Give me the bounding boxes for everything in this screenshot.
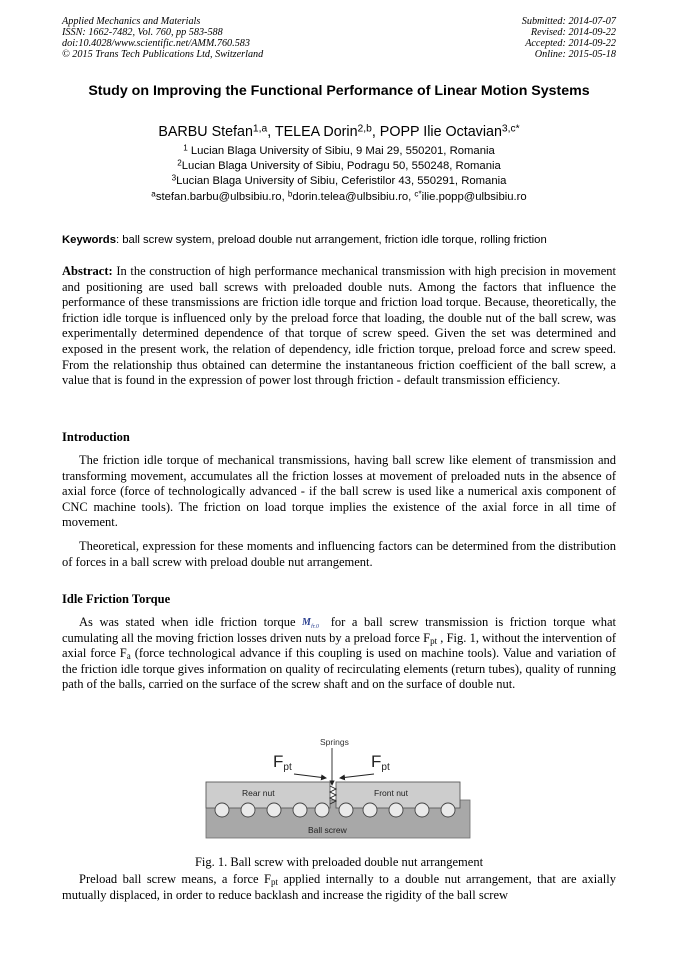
affiliation — [60, 144, 618, 158]
journal-name: Applied Mechanics and Materials — [62, 16, 201, 27]
text-run: for a ball screw transmission is friction torque what cumulating all the moving friction losses driven nuts by a preload force F — [62, 615, 616, 645]
author-marker: 2,b — [357, 123, 372, 135]
keywords-text: : ball screw system, preload double nut arrangement, friction idle torque, rolling friction — [116, 234, 547, 246]
svg-text:M: M — [302, 617, 312, 628]
idle-friction-paragraph — [62, 615, 616, 693]
journal-doi: doi:10.4028/www.scientific.net/AMM.760.583 — [62, 38, 250, 49]
date-online: Online: 2015-05-18 — [534, 49, 616, 60]
springs-label: Springs — [320, 738, 349, 747]
publication-dates — [522, 16, 616, 60]
author-list: BARBU Stefan$^{1,a}$, TELEA Dorin$^{2,b}$, POPP Ilie Octavian$^{3,c*}$ — [158, 123, 520, 140]
text-run: (force technological advance if this coupling is used on machine tools). Value and variation of the friction idle torque gives information on quality of recirculating elements (return tubes), quality of running path of the balls, carried on the surface of the screw shaft and on the surface of double nut. — [62, 646, 616, 692]
ball-screw-label: Ball screw — [308, 825, 347, 835]
email-text[interactable]: ilie.popp@ulbsibiu.ro — [421, 191, 527, 203]
friction-torque-symbol — [302, 616, 324, 628]
intro-paragraph-2: Theoretical, expression for these moments and influencing factors can be determined from the distribution of forces in a ball screw with preload double nut arrangement. — [62, 539, 616, 569]
force-label-right: Fpt — [371, 752, 390, 773]
journal-copyright: © 2015 Trans Tech Publications Ltd, Switzerland — [62, 49, 264, 60]
date-revised: Revised: 2014-09-22 — [530, 27, 616, 38]
email-text[interactable]: stefan.barbu@ulbsibiu.ro — [155, 191, 282, 203]
affiliation-marker: 2 — [177, 158, 182, 168]
abstract-text: In the construction of high performance mechanical transmission with high precision in movement and positioning are used ball screws with preloaded double nuts. Among the factors that influence the performance of these transmissions are friction idle torque and friction load torque. Because, theoretically, the friction idle torque is influenced only by the preload force that loading, the double nut of the ball screw, was experimentally determined dependence of that torque of screw speed. Given the set was determined and exposed in the present work, the relation of dependency, idle friction torque, preload force and screw speed. From the relationship thus obtained can determine the instantaneous friction coefficient of the ball screw, a value that is found in the expression of power lost through friction - default transmission efficiency. — [62, 264, 616, 388]
svg-text:fr.0: fr.0 — [311, 624, 319, 628]
email-text[interactable]: dorin.telea@ulbsibiu.ro — [292, 191, 409, 203]
author-name: TELEA Dorin — [274, 124, 358, 140]
date-submitted: Submitted: 2014-07-07 — [521, 16, 616, 27]
text-run: Preload ball screw means, a force F — [79, 872, 271, 886]
force-arrow-right — [340, 774, 374, 778]
abstract-label: Abstract: — [62, 264, 113, 278]
author-marker: 3,c* — [501, 123, 520, 135]
force-label-left: Fpt — [273, 752, 292, 773]
text-run: As was stated when idle friction torque — [79, 615, 303, 629]
abstract — [62, 264, 616, 389]
preload-paragraph — [62, 872, 616, 903]
affiliation — [60, 174, 618, 188]
affiliation-text: Lucian Blaga University of Sibiu, Podragu 50, 550248, Romania — [181, 160, 501, 172]
journal-info — [62, 16, 263, 60]
paper-title: Study on Improving the Functional Performance of Linear Motion Systems — [88, 83, 590, 99]
figure-caption: Fig. 1. Ball screw with preloaded double nut arrangement — [194, 855, 484, 869]
section-heading-idle-friction-torque: Idle Friction Torque — [62, 592, 171, 606]
author-emails: $^a$stefan.barbu@ulbsibiu.ro, $^b$dorin.telea@ulbsibiu.ro, $^{c*}$ilie.popp@ulbsibiu.ro — [151, 189, 527, 203]
journal-issn: ISSN: 1662-7482, Vol. 760, pp 583-588 — [62, 27, 223, 38]
subscript: a — [126, 650, 131, 661]
ball-screw-figure — [204, 738, 472, 840]
rear-nut-label: Rear nut — [242, 788, 275, 798]
affiliation-marker: 1 — [183, 143, 188, 153]
affiliation-text: Lucian Blaga University of Sibiu, Ceferistilor 43, 550291, Romania — [176, 175, 507, 187]
section-heading-introduction: Introduction — [62, 430, 130, 444]
text-run: applied internally to a double nut arrangement, that are axially mutually displaced, in order to reduce backlash and increase the rigidity of the ball screw — [62, 872, 616, 902]
front-nut-label: Front nut — [374, 788, 409, 798]
subscript: pt — [430, 635, 438, 646]
email-marker: b — [287, 189, 293, 199]
text-run: , Fig. 1, without the intervention of axial force F — [62, 630, 616, 661]
keywords-label: Keywords — [62, 234, 116, 246]
author-name: POPP Ilie Octavian — [379, 124, 502, 140]
keywords — [62, 234, 616, 246]
affiliation-marker: 3 — [171, 173, 177, 183]
author-name: BARBU Stefan — [158, 124, 253, 140]
intro-paragraph-1: The friction idle torque of mechanical transmissions, having ball screw like element of transmission and transforming movement, accumulates all the friction losses at movement of preloaded nuts in the absence of axial force (force of technologically advanced - if the ball screw is used like a numerical axis component of CNC machine tools). The friction on load torque implies the existence of the axial force in all time of movement. — [62, 453, 616, 530]
force-arrow-left — [294, 774, 326, 778]
email-marker: a — [151, 189, 156, 199]
affiliation-text: Lucian Blaga University of Sibiu, 9 Mai 29, 550201, Romania — [190, 145, 495, 157]
affiliation — [60, 159, 618, 173]
author-marker: 1,a — [252, 123, 268, 135]
date-accepted: Accepted: 2014-09-22 — [525, 38, 616, 49]
email-marker: c* — [414, 189, 422, 199]
subscript: pt — [270, 876, 278, 887]
